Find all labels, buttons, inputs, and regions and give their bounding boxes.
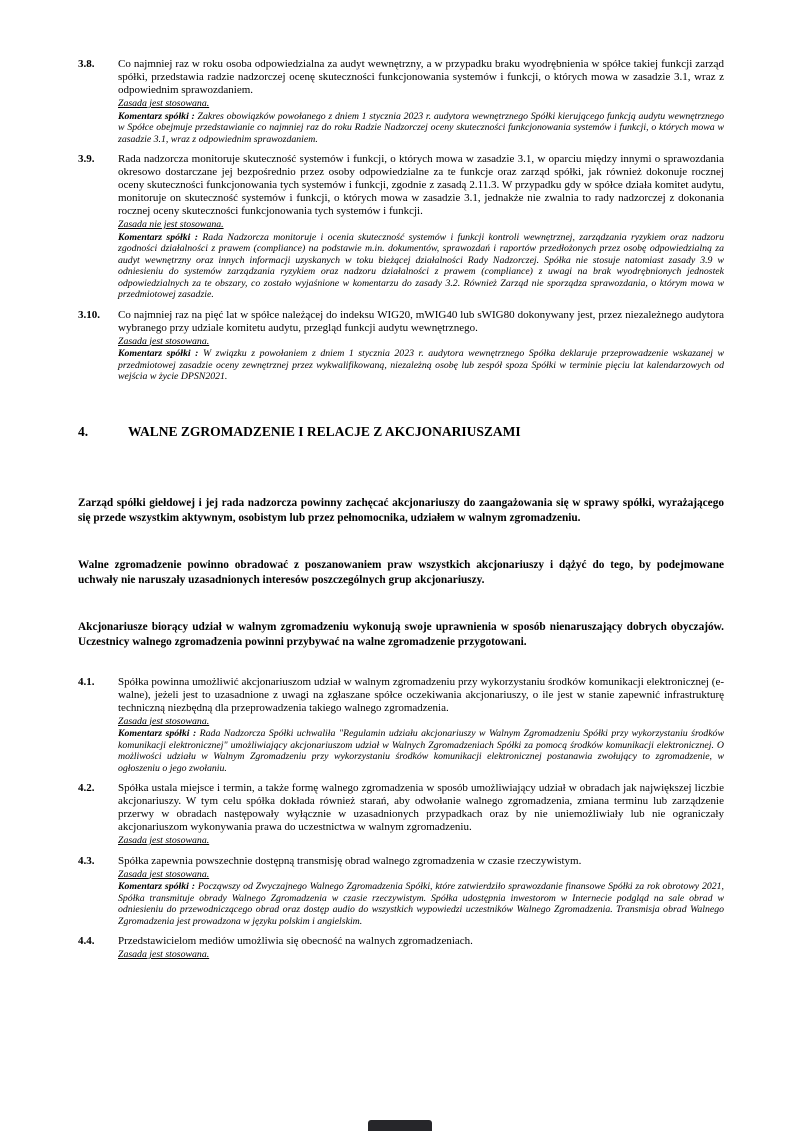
rule-number: 4.2.	[78, 782, 95, 794]
section-title: WALNE ZGROMADZENIE I RELACJE Z AKCJONARIUSZAMI	[128, 423, 521, 439]
rule-status: Zasada jest stosowana.	[118, 715, 210, 727]
rule-number: 4.4.	[78, 935, 95, 947]
rule-comment	[118, 111, 724, 146]
rule-item-4-4	[78, 935, 724, 961]
comment-label: Komentarz spółki :	[118, 110, 195, 122]
rule-body	[118, 676, 724, 775]
rule-status: Zasada jest stosowana.	[118, 335, 210, 347]
section-preamble: Zarząd spółki giełdowej i jej rada nadzorcza powinny zachęcać akcjonariuszy do zaangażowania się w sprawy spółki, wyrażającego się przede wszystkim aktywnym, osobistym lub przez pełnomocnika, udziałem w walnym zgromadzeniu.	[78, 496, 724, 524]
rule-item-4-3	[78, 855, 724, 928]
comment-text: Począwszy od Zwyczajnego Walnego Zgromadzenia Spółki, które zatwierdziło sprawozdanie finansowe Spółki za rok obrotowy 2021, Spółka transmituje obrady Walnego Zgromadzenia w czasie rzeczywistym. Spółka udostępnia inwestorom w Internecie podgląd na sale obrad w odniesieniu do przewodniczącego obrad oraz dostęp audio do wszystkich wypowiedzi uczestników Walnego Zgromadzenia. Transmisja obrad Walnego Zgromadzenia jest prowadzona w języku polskim i angielskim.	[118, 881, 725, 927]
rule-text: Spółka zapewnia powszechnie dostępną transmisję obrad walnego zgromadzenia w czasie rzeczywistym.	[118, 854, 582, 867]
rule-status: Zasada jest stosowana.	[118, 98, 210, 109]
rule-body	[118, 935, 724, 961]
rule-status: Zasada jest stosowana.	[118, 835, 210, 846]
rule-body	[118, 309, 724, 383]
rule-item-4-1	[78, 676, 724, 775]
rule-comment	[118, 348, 724, 383]
comment-label: Komentarz spółki :	[118, 728, 197, 739]
section-heading	[78, 423, 724, 440]
rule-body	[118, 153, 724, 301]
rule-text: Co najmniej raz w roku osoba odpowiedzialna za audyt wewnętrzny, a w przypadku braku wyodrębnienia w spółce takiej funkcji zarząd spółki, przedstawia radzie nadzorczej ocenę skuteczności funkcjonowania systemów i funkcji, o których mowa w zasadzie 3.1, wraz z odpowiednim sprawozdaniem.	[118, 58, 724, 96]
comment-text: W związku z powołaniem z dniem 1 stycznia 2023 r. audytora wewnętrznego Spółka deklaruje przeprowadzenie wskazanej w przedmiotowej zasadzie oceny zewnętrznej przez wykwalifikowaną, niezależną osobę lub zespół spoza Spółki w terminie pięciu lat kalendarzowych od wejścia w życie DPSN2021.	[118, 348, 724, 382]
rule-comment	[118, 232, 724, 301]
comment-label: Komentarz spółki :	[118, 231, 198, 243]
rule-status: Zasada jest stosowana.	[118, 868, 210, 880]
comment-label: Komentarz spółki :	[118, 881, 195, 892]
section-number: 4.	[78, 423, 89, 439]
rule-text: Przedstawicielom mediów umożliwia się obecność na walnych zgromadzeniach.	[118, 935, 473, 947]
comment-text: Rada Nadzorcza Spółki uchwaliła "Regulamin udziału akcjonariuszy w Walnym Zgromadzeniu Spółki przy wykorzystaniu środków komunikacji elektronicznej" umożliwiający akcjonariuszom udział w Walnych Zgromadzeniach Spółki za pomocą środków komunikacji elektronicznej. O możliwości udziału w Walnym Zgromadzeniu przy wykorzystaniu środków komunikacji elektronicznej postanawia zwołujący to zgromadzenie, w ogłoszeniu o jego zwołaniu.	[118, 728, 724, 774]
rule-text: Spółka ustala miejsce i termin, a także formę walnego zgromadzenia w sposób umożliwiający udział w obradach jak największej liczbie akcjonariuszy. W tym celu spółka dokłada również starań, aby odwołanie walnego zgromadzenia, zmiana terminu lub zarządzenie przerwy w obradach następowały wyłącznie w uzasadnionych przypadkach oraz by nie uniemożliwiały lub nie ograniczały akcjonariuszom wykonywania prawa do uczestnictwa w walnym zgromadzeniu.	[118, 782, 724, 833]
rule-body	[118, 782, 724, 847]
rule-body	[118, 855, 724, 928]
rule-number: 3.8.	[78, 58, 95, 70]
rule-comment	[118, 881, 724, 927]
section-preamble: Akcjonariusze biorący udział w walnym zgromadzeniu wykonują swoje uprawnienia w sposób nienaruszający dobrych obyczajów. Uczestnicy walnego zgromadzenia powinni przybywać na walne zgromadzenie przygotowani.	[78, 620, 724, 648]
rule-text: Rada nadzorcza monitoruje skuteczność systemów i funkcji, o których mowa w zasadzie 3.1, w oparciu między innymi o sprawozdania okresowo dostarczane jej bezpośrednio przez osoby odpowiedzialne za te funkcje oraz zarząd spółki, jak również dokonuje rocznej oceny skuteczności funkcjonowania tych systemów i funkcji, zgodnie z zasadą 2.11.3. W przypadku gdy w spółce działa komitet audytu, monitoruje on skuteczność systemów i funkcji, o których mowa w zasadzie 3.1, jednakże nie zwalnia to rady nadzorczej z dokonania rocznej oceny skuteczności funkcjonowania tych systemów i funkcji.	[118, 153, 724, 217]
rule-number: 3.10.	[78, 308, 100, 321]
section-preamble: Walne zgromadzenie powinno obradować z poszanowaniem praw wszystkich akcjonariuszy i dążyć do tego, by podejmowane uchwały nie naruszały uzasadnionych interesów poszczególnych grup akcjonariuszy.	[78, 558, 724, 586]
rule-text: Co najmniej raz na pięć lat w spółce należącej do indeksu WIG20, mWIG40 lub sWIG80 dokonywany jest, przez niezależnego audytora wybranego przy udziale komitetu audytu, przegląd funkcji audytu wewnętrznego.	[118, 308, 724, 334]
rule-item-3-10	[78, 309, 724, 383]
rule-comment	[118, 728, 724, 774]
rule-number: 3.9.	[78, 153, 95, 165]
rule-body	[118, 58, 724, 145]
rule-item-4-2	[78, 782, 724, 847]
rule-item-3-9	[78, 153, 724, 301]
rule-text: Spółka powinna umożliwić akcjonariuszom udział w walnym zgromadzeniu przy wykorzystaniu środków komunikacji elektronicznej (e-walne), jeżeli jest to uzasadnione z uwagi na zgłaszane spółce oczekiwania akcjonariuszy, o ile jest w stanie zapewnić infrastrukturę techniczną niezbędną dla przeprowadzenia takiego walnego zgromadzenia.	[118, 675, 724, 714]
rule-number: 4.3.	[78, 854, 95, 867]
rule-status: Zasada nie jest stosowana.	[118, 219, 224, 230]
rule-status: Zasada jest stosowana.	[118, 949, 210, 960]
comment-text: Rada Nadzorcza monitoruje i ocenia skuteczność systemów i funkcji kontroli wewnętrznej, zarządzania ryzykiem oraz nadzoru zgodności działalności z prawem (compliance) na podstawie m.in. dokumentów, sprawozdań i raportów przedłożonych przez osobę odpowiedzialną za audyt wewnętrzny oraz innych informacji uzyskanych w toku bieżącej działalności Rady Nadzorczej. Spółka nie stosuje natomiast zasady 3.9 w odniesieniu do systemów zarządzania ryzykiem oraz nadzoru działalności z prawem (compliance) z uwagi na brak wyodrębnionych jednostek odpowiedzialnych za te obszary, co zostało wyjaśnione w komentarzu do zasady 3.2. Również Zarząd nie sporządza sprawozdania, o którym mowa w przedmiotowej zasadzie.	[118, 231, 725, 300]
rule-number: 4.1.	[78, 675, 95, 688]
comment-text: Zakres obowiązków powołanego z dniem 1 stycznia 2023 r. audytora wewnętrznego Spółki kierującego funkcją audytu wewnętrznego w Spółce obejmuje przedstawianie co najmniej raz do roku Radzie Nadzorczej oceny skuteczności funkcjonowania systemów i funkcji, o których mowa w zasadzie 3.1, wraz z odpowiednim sprawozdaniem.	[118, 110, 724, 145]
bottom-bar	[368, 1120, 432, 1131]
comment-label: Komentarz spółki :	[118, 348, 199, 359]
rule-item-3-8	[78, 58, 724, 145]
